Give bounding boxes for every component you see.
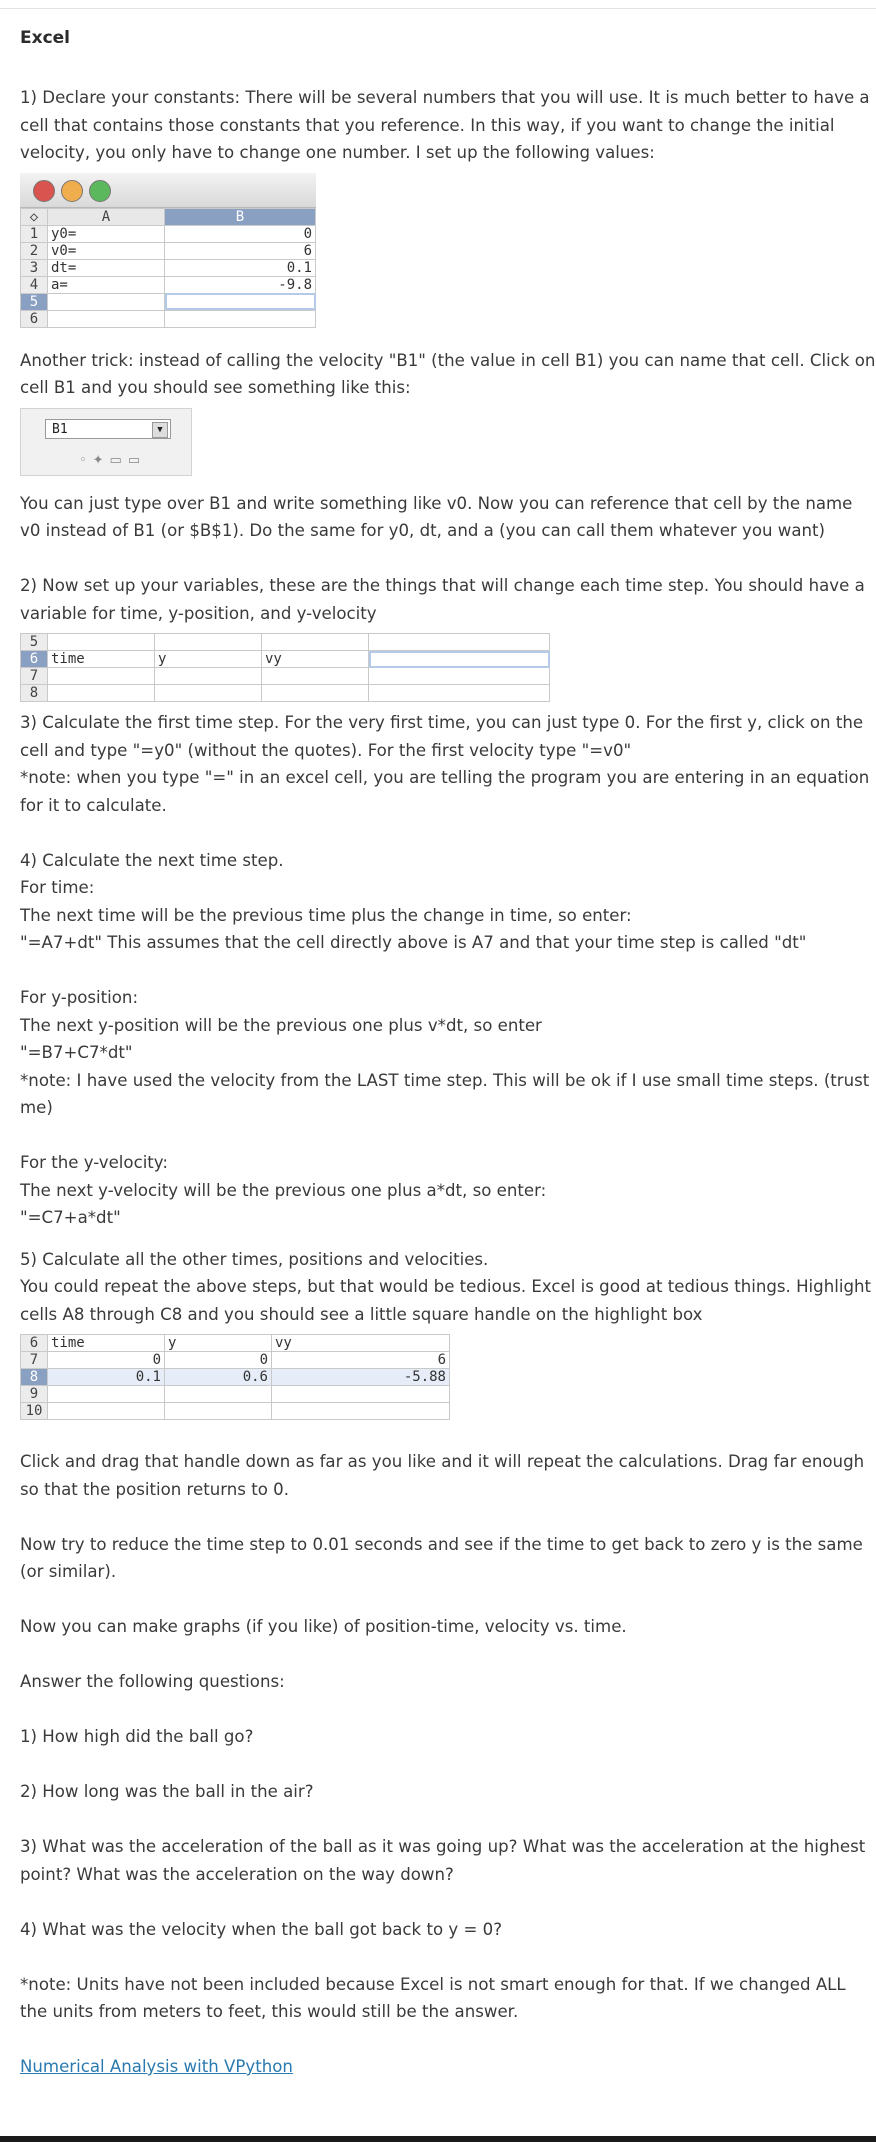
top-divider: [0, 8, 876, 9]
cell-label: [48, 310, 165, 327]
row-header: 6: [21, 651, 48, 668]
step4-time-label: For time:: [20, 878, 95, 897]
cell: [262, 634, 369, 651]
constants-grid: [20, 208, 316, 328]
cell: [165, 1386, 272, 1403]
row-header: 7: [21, 668, 48, 685]
table-row: [21, 668, 550, 685]
step4-vy-formula: "=C7+a*dt": [20, 1208, 121, 1227]
cell: [272, 1386, 450, 1403]
name-box-value: B1: [52, 421, 68, 437]
graphs-text: Now you can make graphs (if you like) of position-time, velocity vs. time.: [20, 1617, 627, 1636]
column-header-a: A: [48, 208, 165, 225]
table-row: [21, 634, 550, 651]
row-header: 6: [21, 1335, 48, 1352]
table-row: [21, 1386, 450, 1403]
cell-value: -9.8: [165, 276, 316, 293]
article-body: [20, 26, 876, 2081]
cell: [155, 668, 262, 685]
step4-vy-text: The next y-velocity will be the previous one plus a*dt, so enter:: [20, 1180, 547, 1200]
units-note: *note: Units have not been included because Excel is not smart enough for that. If we changed ALL the units from meters to feet, this would still be the answer.: [20, 1974, 846, 2021]
step4-heading: 4) Calculate the next time step.: [20, 850, 284, 870]
question-4: 4) What was the velocity when the ball got back to y = 0?: [20, 1919, 503, 1939]
step3-text: 3) Calculate the first time step. For the very first time, you can just type 0. For the first y, click on the cell and type "=y0" (without the quotes). For the first velocity type "=v0": [20, 713, 864, 760]
question-3: 3) What was the acceleration of the ball as it was going up? What was the acceleration at the highest point? What was the acceleration on the way down?: [20, 1837, 866, 1884]
row-header: 1: [21, 225, 48, 242]
cell: y: [155, 651, 262, 668]
step4-y-note: *note: I have used the velocity from the LAST time step. This will be ok if I use small time steps. (trust me): [20, 1070, 870, 1117]
bottom-bar: [0, 2136, 876, 2142]
row-header: 9: [21, 1386, 48, 1403]
cell: [262, 668, 369, 685]
page-title: Excel: [20, 28, 71, 48]
variables-screenshot: [20, 633, 550, 701]
cell-label: v0=: [48, 242, 165, 259]
minimize-window-icon: [61, 180, 83, 202]
cell: 0.6: [165, 1369, 272, 1386]
naming-text-2: You can just type over B1 and write something like v0. Now you can reference that cell by the name v0 instead of B1 (or $B$1). Do the same for y0, dt, and a (you can call them whatever you want): [20, 493, 853, 540]
cell: [369, 668, 550, 685]
cell: [369, 685, 550, 702]
row-header: 3: [21, 259, 48, 276]
cell-label: dt=: [48, 259, 165, 276]
selected-cell: [165, 293, 316, 310]
row-header: 5: [21, 293, 48, 310]
cell: [48, 634, 155, 651]
step5-text: You could repeat the above steps, but that would be tedious. Excel is good at tedious things. Highlight cells A8 through C8 and you should see a little square handle on the highlight box: [20, 1277, 871, 1324]
row-header: 4: [21, 276, 48, 293]
cell: [272, 1403, 450, 1420]
selected-cell: [369, 651, 550, 668]
cell-label: a=: [48, 276, 165, 293]
cell-value: [165, 310, 316, 327]
vpython-link[interactable]: Numerical Analysis with VPython: [20, 2057, 293, 2076]
table-row: [21, 276, 316, 293]
name-box: [45, 419, 171, 439]
drag-text: Click and drag that handle down as far as you like and it will repeat the calculations. Drag far enough so that the position returns to 0.: [20, 1452, 865, 1499]
table-row: [21, 259, 316, 276]
questions-intro: Answer the following questions:: [20, 1672, 285, 1691]
table-row: [21, 1335, 450, 1352]
table-row: [21, 651, 550, 668]
zoom-window-icon: [89, 180, 111, 202]
step4-y-formula: "=B7+C7*dt": [20, 1043, 133, 1062]
cell: [48, 1403, 165, 1420]
table-row: [21, 225, 316, 242]
step3-note: *note: when you type "=" in an excel cell, you are telling the program you are entering in an equation for it to calculate.: [20, 768, 870, 815]
row-header: 8: [21, 1369, 48, 1386]
column-header-b: B: [165, 208, 316, 225]
step4-y-label: For y-position:: [20, 988, 139, 1007]
step4-time-formula: "=A7+dt" This assumes that the cell directly above is A7 and that your time step is called "dt": [20, 933, 807, 952]
cell: [165, 1403, 272, 1420]
question-2: 2) How long was the ball in the air?: [20, 1782, 314, 1801]
cell: [48, 668, 155, 685]
table-row: [21, 293, 316, 310]
cell: vy: [272, 1335, 450, 1352]
filled-screenshot: [20, 1334, 450, 1434]
row-header: 6: [21, 310, 48, 327]
cell: -5.88: [272, 1369, 450, 1386]
table-row: [21, 1352, 450, 1369]
cell: [155, 634, 262, 651]
row-header: 8: [21, 685, 48, 702]
cell-label: y0=: [48, 225, 165, 242]
step5-heading: 5) Calculate all the other times, positions and velocities.: [20, 1249, 489, 1269]
table-row: [21, 1369, 450, 1386]
step4-time-text: The next time will be the previous time plus the change in time, so enter:: [20, 905, 632, 925]
cell-value: 0.1: [165, 259, 316, 276]
cell: [48, 1386, 165, 1403]
cell: [262, 685, 369, 702]
cell: 6: [272, 1352, 450, 1369]
row-header: 2: [21, 242, 48, 259]
select-all-corner-icon: ◇: [21, 208, 48, 225]
cell-label: [48, 293, 165, 310]
variables-grid: [20, 633, 550, 702]
cell: 0: [165, 1352, 272, 1369]
cell: 0: [48, 1352, 165, 1369]
reduce-text: Now try to reduce the time step to 0.01 seconds and see if the time to get back to zero y is the same (or similar).: [20, 1534, 863, 1581]
step1-text: 1) Declare your constants: There will be several numbers that you will use. It is much better to have a cell that contains those constants that you reference. In this way, if you want to change the initial velocity, you only have to change one number. I set up the following values:: [20, 88, 870, 162]
question-1: 1) How high did the ball go?: [20, 1727, 254, 1746]
window-titlebar: [20, 173, 316, 208]
cell: [155, 685, 262, 702]
cell: time: [48, 651, 155, 668]
cell-value: 6: [165, 242, 316, 259]
cell: 0.1: [48, 1369, 165, 1386]
dropdown-arrow-icon: ▼: [152, 422, 168, 438]
table-row: [21, 685, 550, 702]
row-header: 7: [21, 1352, 48, 1369]
table-row: [21, 1403, 450, 1420]
cell: vy: [262, 651, 369, 668]
row-header: 5: [21, 634, 48, 651]
step2-text: 2) Now set up your variables, these are the things that will change each time step. You should have a variable for time, y-position, and y-velocity: [20, 576, 865, 623]
naming-text-1: Another trick: instead of calling the velocity "B1" (the value in cell B1) you can name that cell. Click on cell B1 and you should see something like this:: [20, 350, 876, 397]
toolbar-icons: [79, 453, 146, 468]
namebox-screenshot: [20, 408, 192, 476]
cell: time: [48, 1335, 165, 1352]
table-row: [21, 310, 316, 327]
toolbar-icon: ◦✦▭▭: [79, 452, 147, 468]
cell: [369, 634, 550, 651]
row-header: 10: [21, 1403, 48, 1420]
step4-vy-label: For the y-velocity:: [20, 1153, 169, 1172]
cell: [48, 685, 155, 702]
cell-value: 0: [165, 225, 316, 242]
cell: y: [165, 1335, 272, 1352]
constants-screenshot: [20, 173, 316, 333]
step4-y-text: The next y-position will be the previous one plus v*dt, so enter: [20, 1015, 542, 1035]
table-row: [21, 242, 316, 259]
filled-grid: [20, 1334, 450, 1420]
close-window-icon: [33, 180, 55, 202]
